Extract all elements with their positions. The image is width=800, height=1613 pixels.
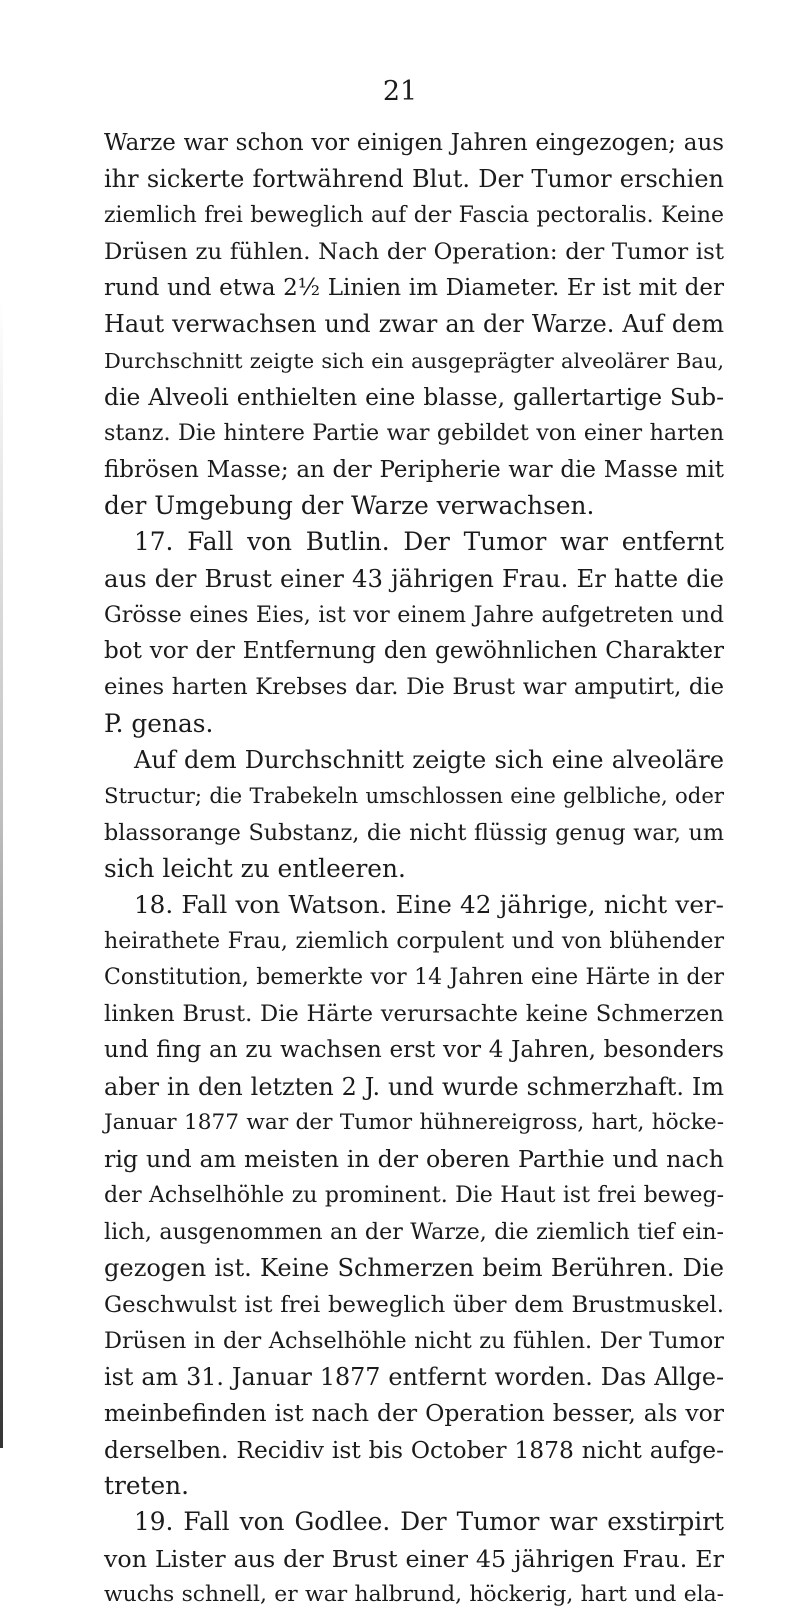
- text-line: Grösse eines Eies, ist vor einem Jahre aufgetreten und: [104, 601, 724, 628]
- text-line: rig und am meisten in der oberen Parthie und nach: [104, 1145, 724, 1174]
- text-line: Drüsen in der Achselhöhle nicht zu fühlen. Der Tumor: [104, 1327, 724, 1354]
- text-line: der Umgebung der Warze verwachsen.: [104, 490, 595, 520]
- text-line: 19. Fall von Godlee. Der Tumor war exstirpirt: [134, 1507, 724, 1537]
- text-line: treten.: [104, 1470, 189, 1500]
- text-line: der Achselhöhle zu prominent. Die Haut ist frei beweg-: [104, 1182, 724, 1208]
- text-line: stanz. Die hintere Partie war gebildet von einer harten: [104, 420, 724, 447]
- text-line: die Alveoli enthielten eine blasse, gallertartige Sub-: [104, 383, 724, 412]
- page-number: 21: [382, 76, 418, 107]
- scan-edge-shadow: [0, 300, 3, 1448]
- text-line: meinbefinden ist nach der Operation besser, als vor: [104, 1399, 724, 1428]
- text-line: Structur; die Trabekeln umschlossen eine gelbliche, oder: [104, 783, 724, 809]
- text-line: Haut verwachsen und zwar an der Warze. Auf dem: [104, 310, 724, 339]
- text-line: blassorange Substanz, die nicht flüssig genug war, um: [104, 819, 724, 846]
- text-line: rund und etwa 2½ Linien im Diameter. Er ist mit der: [104, 275, 724, 302]
- text-line: ist am 31. Januar 1877 entfernt worden. Das Allge-: [104, 1363, 724, 1392]
- text-line: eines harten Krebses dar. Die Brust war amputirt, die: [104, 674, 724, 701]
- text-line: ziemlich frei beweglich auf der Fascia pectoralis. Keine: [104, 202, 724, 228]
- text-line: linken Brust. Die Härte verursachte keine Schmerzen: [104, 1001, 724, 1028]
- text-line: von Lister aus der Brust einer 45 jährigen Frau. Er: [104, 1544, 724, 1573]
- text-line: Januar 1877 war der Tumor hühnereigross, hart, höcke-: [104, 1110, 724, 1136]
- text-line: aus der Brust einer 43 jährigen Frau. Er hatte die: [104, 563, 724, 593]
- text-line: derselben. Recidiv ist bis October 1878 nicht aufge-: [104, 1435, 724, 1464]
- text-line: aber in den letzten 2 J. und wurde schmerzhaft. Im: [104, 1072, 724, 1101]
- body-text: [104, 125, 724, 1613]
- text-line: wuchs schnell, er war halbrund, höckerig, hart und ela-: [104, 1581, 724, 1607]
- text-line: 18. Fall von Watson. Eine 42 jährige, nicht ver-: [134, 890, 724, 920]
- text-line: ihr sickerte fortwährend Blut. Der Tumor erschien: [104, 165, 724, 194]
- text-line: lich, ausgenommen an der Warze, die ziemlich tief ein-: [104, 1218, 724, 1245]
- text-line: P. genas.: [104, 708, 214, 738]
- text-line: Geschwulst ist frei beweglich über dem Brustmuskel.: [104, 1291, 724, 1318]
- text-line: sich leicht zu entleeren.: [104, 853, 406, 883]
- text-line: 17. Fall von Butlin. Der Tumor war entfernt: [134, 527, 724, 557]
- text-line: bot vor der Entfernung den gewöhnlichen Charakter: [104, 638, 724, 665]
- text-line: und fing an zu wachsen erst vor 4 Jahren, besonders: [104, 1037, 724, 1064]
- text-line: fibrösen Masse; an der Peripherie war die Masse mit: [104, 456, 724, 483]
- text-line: Constitution, bemerkte vor 14 Jahren eine Härte in der: [104, 964, 724, 990]
- text-line: Durchschnitt zeigte sich ein ausgeprägter alveolärer Bau,: [104, 348, 724, 373]
- text-line: Drüsen zu fühlen. Nach der Operation: der Tumor ist: [104, 238, 724, 265]
- text-line: gezogen ist. Keine Schmerzen beim Berühren. Die: [104, 1254, 724, 1283]
- text-line: Warze war schon vor einigen Jahren eingezogen; aus: [104, 130, 724, 156]
- text-line: Auf dem Durchschnitt zeigte sich eine alveoläre: [134, 746, 724, 775]
- text-line: heirathete Frau, ziemlich corpulent und von blühender: [104, 928, 724, 954]
